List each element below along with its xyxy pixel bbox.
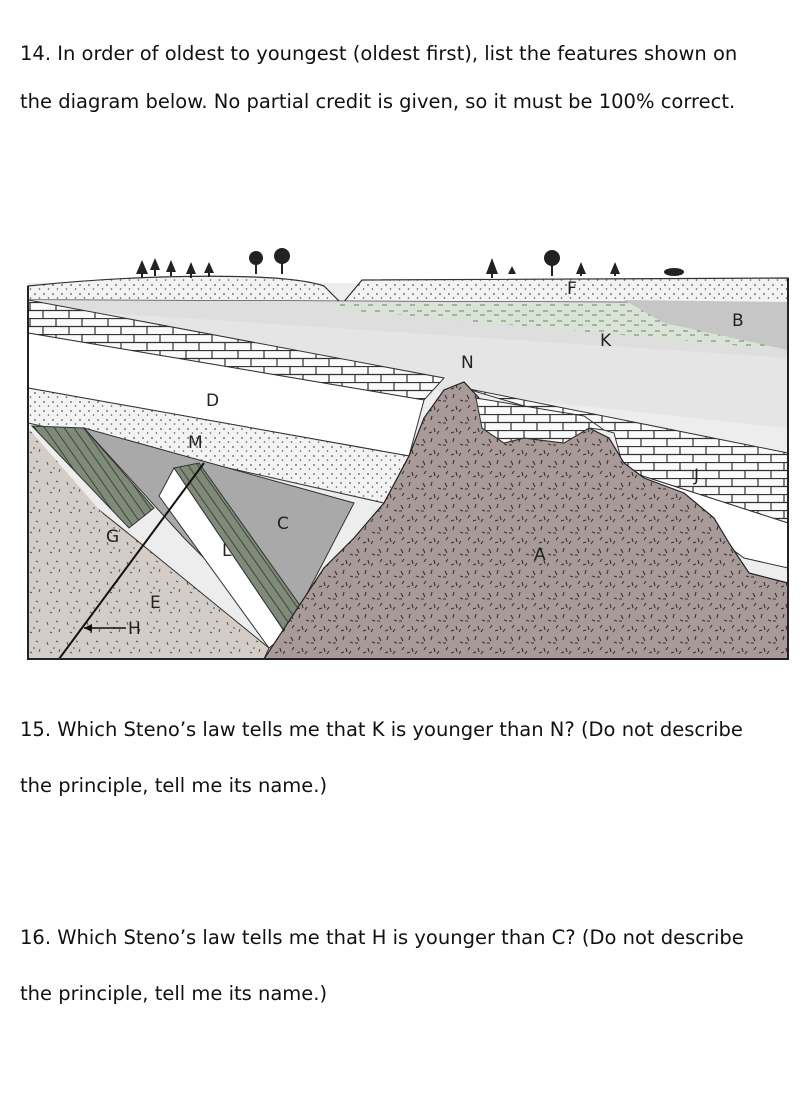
label-e: E — [150, 593, 161, 613]
trees-icon — [136, 248, 684, 278]
label-d: D — [206, 391, 220, 411]
label-j: J — [694, 466, 700, 486]
label-f: F — [567, 279, 577, 299]
label-a: A — [534, 545, 546, 565]
label-h: H — [128, 619, 141, 639]
label-g: G — [106, 527, 120, 547]
question-16-line-1: 16. Which Steno’s law tells me that H is younger than C? (Do not describe — [20, 926, 744, 949]
question-15-line-1: 15. Which Steno’s law tells me that K is younger than N? (Do not describe — [20, 718, 743, 741]
question-15-line-2: the principle, tell me its name.) — [20, 774, 328, 797]
question-14-line-1: 14. In order of oldest to youngest (oldest first), list the features shown on — [20, 42, 738, 65]
label-m: M — [188, 433, 203, 453]
label-b: B — [732, 311, 744, 331]
question-16-line-2: the principle, tell me its name.) — [20, 982, 328, 1005]
geologic-cross-section-diagram — [24, 238, 792, 664]
question-14-line-2: the diagram below. No partial credit is given, so it must be 100% correct. — [20, 90, 736, 113]
label-k: K — [600, 331, 612, 351]
label-n: N — [461, 353, 474, 373]
label-c: C — [277, 514, 289, 534]
label-l: L — [222, 541, 232, 561]
